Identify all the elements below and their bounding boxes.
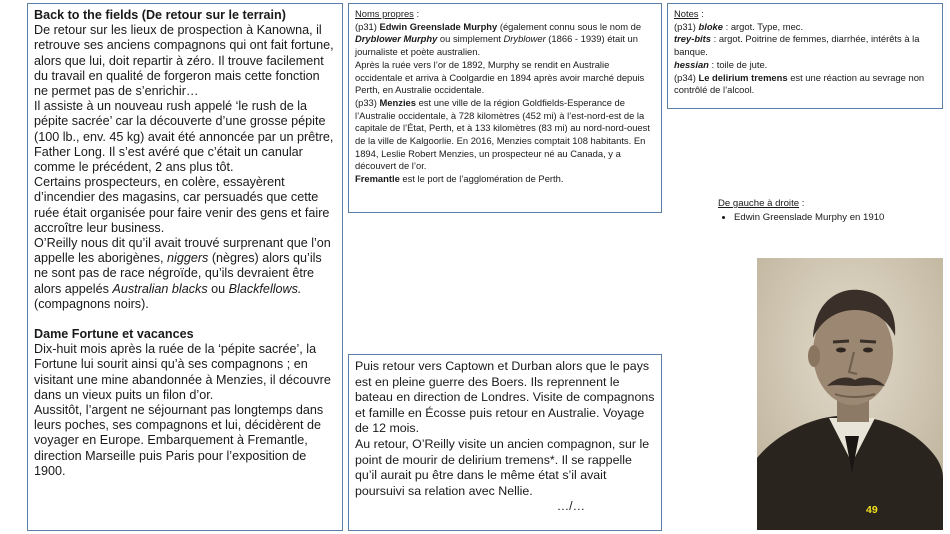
paragraph: De retour sur les lieux de prospection à Kanowna, il retrouve ses anciens compagnons qui ont fait fortune, alors que lui, doit repartir à zéro. Il trouve facilement du travail en qualité de forgeron mais cette fonction ne permet pas de s’enrichir…: [34, 23, 334, 99]
notes-heading: Notes: [674, 8, 699, 19]
paragraph: Puis retour vers Captown et Durban alors que le pays est en pleine guerre des Boers. Ils reprennent le bateau en direction de Londres. Visite de compagnons et famille en Écosse puis retour en Australie. Voyage de 12 mois.: [355, 359, 655, 436]
text: O’Reilly nous dit qu’il avait trouvé surprenant que l’on appelle les aborigènes,: [34, 236, 331, 266]
text-bold-italic: Dryblower Murphy: [355, 33, 438, 45]
colon: :: [799, 198, 805, 209]
text-bold-italic: trey-bits: [674, 33, 711, 45]
note-line: [674, 21, 936, 34]
main-text-box: [27, 3, 343, 531]
notes-box: [667, 3, 943, 109]
note-line: [674, 59, 936, 72]
text: (également connu sous le nom de: [497, 20, 642, 32]
text: (p31): [355, 20, 380, 32]
page-number: 49: [866, 504, 878, 516]
paragraph: [34, 236, 336, 312]
text-bold: Menzies: [379, 96, 416, 108]
text: est le port de l’agglomération de Perth.: [399, 173, 564, 185]
caption-item: • Edwin Greenslade Murphy en 1910: [734, 211, 884, 225]
text: ou: [207, 281, 229, 296]
text: est une ville de la région Goldfields-Esperance de l’Australie occidentale, à 728 kilomètres (452 mi) à l’est-nord-est de la capitale de l’État, Perth, et à 133 kilomètres (83 mi) au nord-nord-ouest de la ville de Kalgoorlie. En 2016, Menzies comptait 108 habitants. En 1894, Leslie Robert Menzies, un prospecteur né au Canada, y a découvert de l’or.: [355, 96, 650, 172]
paragraph: [355, 173, 655, 186]
photo-caption: [718, 197, 884, 225]
text-italic: Blackfellows.: [228, 281, 302, 296]
text: : argot. Poitrine de femmes, diarrhée, intérêts à la banque.: [674, 33, 920, 58]
portrait-photo: [757, 258, 943, 530]
continued-marker: …/…: [556, 499, 585, 514]
paragraph: Aussitôt, l’argent ne séjournant pas longtemps dans leurs poches, ses compagnons et lui, décidèrent de voyager en Europe. Embarquement à Fremantle, direction Marseille puis Paris pour l’exposition de 1900.: [34, 403, 324, 478]
text: (p33): [355, 96, 380, 108]
text: est une réaction au sevrage non contrôlé de l’alcool.: [674, 71, 925, 96]
proper-names-heading: Noms propres: [355, 8, 414, 19]
colon: :: [698, 8, 704, 19]
text-italic: Dryblower: [503, 33, 546, 45]
text: ou simplement: [437, 33, 504, 45]
paragraph: Dix-huit mois après la ruée de la ‘pépite sacrée’, la Fortune lui sourit ainsi qu’à ses compagnons ; en visitant une mine abandonnée à Menzies, il découvre dans un vieux puits un filon d’or.: [34, 342, 331, 402]
paragraph: Certains prospecteurs, en colère, essayèrent d’incendier des magasins, car persuadés que cette ruée était organisée pour faire venir des gens et faire accroître leur business.: [34, 175, 330, 235]
text-italic: niggers: [167, 251, 209, 266]
text-italic: Australian blacks: [112, 281, 208, 296]
section-title-back-to-fields: Back to the fields (De retour sur le terrain): [34, 8, 286, 22]
text: : argot. Type, mec.: [723, 20, 804, 32]
text-bold: Edwin Greenslade Murphy: [379, 20, 498, 32]
text-bold-italic: bloke: [698, 20, 723, 32]
caption-heading: De gauche à droite: [718, 198, 800, 209]
portrait-illustration: [757, 258, 943, 530]
note-line: [674, 33, 936, 58]
paragraph: Après la ruée vers l’or de 1892, Murphy se rendit en Australie occidentale et arriva à Coolgardie en 1894 après avoir marché depuis Perth, en Australie occidentale.: [355, 58, 645, 96]
text-bold-italic: hessian: [674, 58, 709, 70]
paragraph: Au retour, O’Reilly visite un ancien compagnon, sur le point de mourir de delirium tremens*. Il se rappelle qu’il aurait pu être dans le même état s’il avait poursuivi sa relation avec Nellie.: [355, 436, 650, 498]
caption-list: [718, 211, 884, 225]
text: (1866 - 1939) était un journaliste et poète australien.: [355, 33, 638, 58]
text-bold: Le delirium tremens: [698, 71, 788, 83]
note-line: [674, 72, 936, 97]
text-bold: Fremantle: [355, 173, 400, 185]
text: (compagnons noirs).: [34, 296, 149, 311]
text: (nègres) alors qu’ils ne sont pas de race négroïde, qu’ils devraient être alors appelés: [34, 251, 322, 296]
paragraph: [355, 97, 655, 173]
text: (p31): [674, 20, 699, 32]
paragraph: [355, 21, 655, 59]
text: (p34): [674, 71, 699, 83]
section-title-dame-fortune: Dame Fortune et vacances: [34, 327, 194, 342]
colon: :: [413, 8, 420, 19]
text: : toile de jute.: [708, 58, 768, 70]
proper-names-box: [348, 3, 662, 213]
continuation-box: [348, 354, 662, 531]
paragraph: Il assiste à un nouveau rush appelé ‘le rush de la pépite sacrée’ car la découverte d’une grosse pépite (100 lb., env. 45 kg) avait été annoncée par un prêtre, Father Long. Il s’est avéré que c’était un canular comme le précédent, 2 ans plus tôt.: [34, 99, 334, 175]
